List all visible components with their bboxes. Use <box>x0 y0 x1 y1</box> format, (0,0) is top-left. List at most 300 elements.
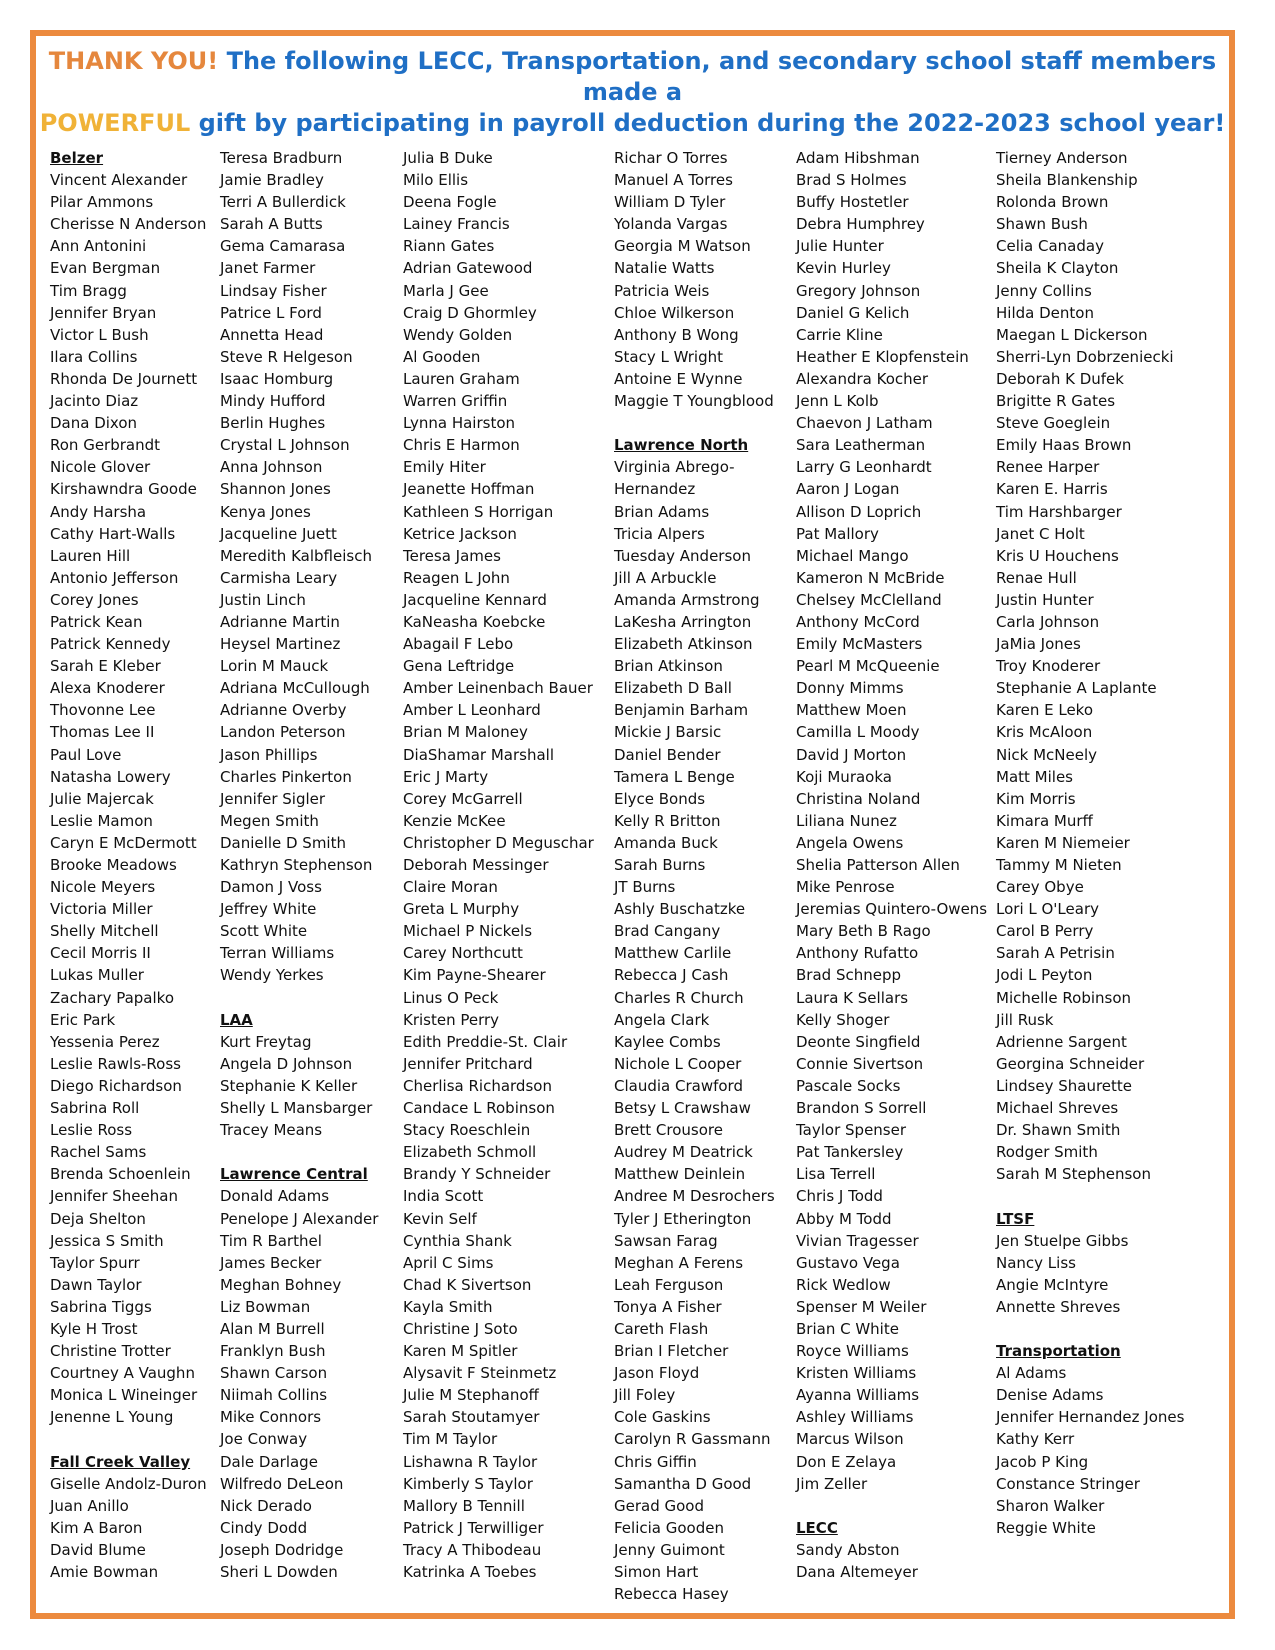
staff-name: Anthony McCord <box>796 612 920 631</box>
staff-name: Terran Williams <box>220 944 335 963</box>
staff-name: Virginia Abrego- <box>614 458 735 477</box>
staff-name: Reggie White <box>996 1518 1096 1537</box>
staff-name: Eric J Marty <box>403 767 489 786</box>
staff-name: Leah Ferguson <box>614 1275 724 1294</box>
staff-name: Milo Ellis <box>403 171 469 190</box>
staff-name: Damon J Voss <box>220 878 322 897</box>
section-spacer <box>996 1185 1184 1207</box>
staff-name: Julie Majercak <box>50 789 154 808</box>
staff-name: Abagail F Lebo <box>403 635 514 654</box>
staff-name: Michael Shreves <box>996 1099 1119 1118</box>
staff-name: Thomas Lee II <box>50 723 155 742</box>
staff-name: Patrick J Terwilliger <box>403 1518 544 1537</box>
staff-name: Gerad Good <box>614 1496 704 1515</box>
staff-name: Teresa Bradburn <box>220 149 343 167</box>
staff-name: Katrinka A Toebes <box>403 1563 537 1581</box>
staff-name: Kevin Hurley <box>796 259 891 278</box>
staff-name: Brad S Holmes <box>796 171 907 190</box>
staff-name: Corey Jones <box>50 590 139 609</box>
staff-name: Jill Foley <box>614 1386 676 1405</box>
staff-name: Nicole Glover <box>50 458 151 477</box>
staff-name: Michael P Nickels <box>403 922 533 941</box>
staff-name: Deja Shelton <box>50 1209 146 1228</box>
staff-name: Marla J Gee <box>403 281 489 300</box>
staff-name: Liliana Nunez <box>796 811 897 830</box>
staff-name: Julia B Duke <box>403 149 493 167</box>
staff-name: Troy Knoderer <box>996 657 1101 676</box>
staff-name: Shelia Patterson Allen <box>796 856 960 874</box>
staff-name: Hernandez <box>614 480 696 499</box>
staff-name: Wilfredo DeLeon <box>220 1474 344 1493</box>
staff-name: Shannon Jones <box>220 480 331 499</box>
staff-name: Amanda Armstrong <box>614 590 760 609</box>
staff-name: Felicia Gooden <box>614 1518 724 1537</box>
staff-name: Matthew Deinlein <box>614 1165 746 1184</box>
staff-name: Brandon S Sorrell <box>796 1099 927 1118</box>
thank-you-header <box>36 46 1229 139</box>
staff-name: Karen E. Harris <box>996 480 1108 499</box>
staff-name: Emily McMasters <box>796 635 923 654</box>
staff-name: Jacqueline Juett <box>220 524 337 543</box>
staff-name: Lisa Terrell <box>796 1165 876 1184</box>
staff-name: Christopher D Meguschar <box>403 833 594 852</box>
section-spacer <box>220 1141 378 1163</box>
staff-name: Ayanna Williams <box>796 1386 920 1405</box>
staff-name: Nicole Meyers <box>50 878 156 897</box>
staff-name: JaMia Jones <box>996 635 1081 654</box>
staff-name: Sawsan Farag <box>614 1231 718 1250</box>
staff-name: Patrice L Ford <box>220 303 322 322</box>
staff-name: Kris U Houchens <box>996 546 1119 565</box>
staff-name: Stephanie K Keller <box>220 1076 358 1095</box>
staff-name: Kirshawndra Goode <box>50 480 197 499</box>
staff-name: Kevin Self <box>403 1209 477 1228</box>
staff-name: Justin Linch <box>220 590 306 609</box>
staff-name: Renee Harper <box>996 458 1100 477</box>
staff-name: Karen E Leko <box>996 701 1094 720</box>
staff-name: Tuesday Anderson <box>614 546 751 565</box>
staff-name: James Becker <box>220 1253 322 1272</box>
staff-name: Terri A Bullerdick <box>220 193 346 212</box>
staff-name: Yolanda Vargas <box>614 215 728 234</box>
staff-name: Cathy Hart-Walls <box>50 524 176 543</box>
staff-name: Chris Giffin <box>614 1452 697 1471</box>
staff-name: Tammy M Nieten <box>996 856 1122 874</box>
staff-name: Liz Bowman <box>220 1297 311 1316</box>
staff-name: Meghan A Ferens <box>614 1253 744 1272</box>
staff-name: Vincent Alexander <box>50 171 188 190</box>
staff-name: Constance Stringer <box>996 1474 1140 1493</box>
staff-name: Isaac Homburg <box>220 369 334 388</box>
header-line-1-rest: The following LECC, Transportation, and secondary school staff members made a <box>218 47 1217 106</box>
school-heading: Lawrence North <box>614 436 749 455</box>
staff-name: Lauren Hill <box>50 546 131 565</box>
staff-name: Maegan L Dickerson <box>996 325 1148 344</box>
staff-name: Steve Goeglein <box>996 414 1111 433</box>
staff-name: Rick Wedlow <box>796 1275 891 1294</box>
staff-name: Sharon Walker <box>996 1496 1105 1515</box>
staff-name: Jamie Bradley <box>220 171 324 190</box>
staff-name: Pat Tankersley <box>796 1143 904 1162</box>
staff-name: Christine J Soto <box>403 1319 518 1338</box>
staff-name: Sarah M Stephenson <box>996 1165 1151 1184</box>
staff-name: Abby M Todd <box>796 1209 892 1228</box>
staff-name: Ashly Buschatzke <box>614 900 746 919</box>
staff-name: Pat Mallory <box>796 524 879 543</box>
staff-name: Betsy L Crawshaw <box>614 1099 751 1118</box>
staff-name: Chris E Harmon <box>403 436 520 455</box>
staff-name: Jeffrey White <box>220 900 317 919</box>
staff-name: Gustavo Vega <box>796 1253 900 1272</box>
staff-name: Zachary Papalko <box>50 988 174 1007</box>
staff-name: Sherri-Lyn Dobrzeniecki <box>996 347 1174 366</box>
staff-name: Donald Adams <box>220 1187 330 1206</box>
staff-name: Steve R Helgeson <box>220 347 353 366</box>
school-heading: LTSF <box>996 1209 1035 1228</box>
staff-name: Landon Peterson <box>220 723 346 742</box>
staff-name: Andree M Desrochers <box>614 1187 775 1206</box>
staff-name: Emily Haas Brown <box>996 436 1132 455</box>
staff-name: Jennifer Bryan <box>50 303 157 322</box>
staff-name: Brenda Schoenlein <box>50 1165 191 1184</box>
staff-name: Kyle H Trost <box>50 1319 138 1338</box>
staff-name: Careth Flash <box>614 1319 709 1338</box>
staff-name: Sheri L Dowden <box>220 1563 338 1581</box>
staff-name: Adrianne Overby <box>220 701 347 720</box>
staff-name: Wendy Golden <box>403 325 513 344</box>
staff-name: Daniel G Kelich <box>796 303 910 322</box>
staff-name: Thovonne Lee <box>50 701 156 720</box>
staff-name: Kimberly S Taylor <box>403 1474 533 1493</box>
staff-name: Courtney A Vaughn <box>50 1364 195 1383</box>
staff-name: Kim A Baron <box>50 1518 143 1537</box>
staff-name: Al Gooden <box>403 347 481 366</box>
staff-name: Niimah Collins <box>220 1386 328 1405</box>
staff-name: Adrianne Martin <box>220 612 340 631</box>
staff-name: Jennifer Hernandez Jones <box>996 1408 1185 1427</box>
staff-name: David Blume <box>50 1540 146 1559</box>
section-spacer <box>50 1428 207 1450</box>
staff-name: Ketrice Jackson <box>403 524 517 543</box>
staff-name: Cherisse N Anderson <box>50 215 207 234</box>
staff-name: Stacy Roeschlein <box>403 1121 531 1140</box>
section-spacer <box>996 1318 1184 1340</box>
staff-name: Buffy Hostetler <box>796 193 909 212</box>
staff-name: Berlin Hughes <box>220 414 326 433</box>
staff-name: Allison D Loprich <box>796 502 922 521</box>
staff-name: Georgina Schneider <box>996 1054 1145 1073</box>
staff-name: Jim Zeller <box>796 1474 868 1493</box>
staff-name: DiaShamar Marshall <box>403 745 555 764</box>
staff-name: Stephanie A Laplante <box>996 679 1157 698</box>
staff-name: Dale Darlage <box>220 1452 318 1471</box>
staff-name: Richar O Torres <box>614 149 728 167</box>
staff-name: Anthony Rufatto <box>796 944 919 963</box>
staff-name: Riann Gates <box>403 237 495 256</box>
staff-name: Kenya Jones <box>220 502 311 521</box>
staff-name: Christine Trotter <box>50 1342 171 1361</box>
staff-name: Edith Preddie-St. Clair <box>403 1032 568 1051</box>
staff-name: KaNeasha Koebcke <box>403 612 546 631</box>
staff-name: JT Burns <box>614 878 676 897</box>
header-line-2 <box>36 108 1229 139</box>
staff-name: Jenenne L Young <box>50 1408 174 1427</box>
staff-name: Cole Gaskins <box>614 1408 711 1427</box>
staff-name: Lori L O'Leary <box>996 900 1099 919</box>
staff-name: Annette Shreves <box>996 1297 1121 1316</box>
staff-name: Nancy Liss <box>996 1253 1076 1272</box>
staff-name: Brooke Meadows <box>50 856 177 874</box>
staff-name: Kim Morris <box>996 789 1076 808</box>
staff-name: Lishawna R Taylor <box>403 1452 538 1471</box>
staff-name: Kenzie McKee <box>403 811 506 830</box>
staff-name: Sarah A Petrisin <box>996 944 1115 963</box>
staff-name: Sabrina Roll <box>50 1099 140 1118</box>
names-column-1 <box>50 147 207 1583</box>
staff-name: Tim Bragg <box>50 281 127 300</box>
staff-name: Rebecca Hasey <box>614 1585 729 1604</box>
staff-name: Alan M Burrell <box>220 1319 325 1338</box>
staff-name: Giselle Andolz-Duron <box>50 1474 207 1493</box>
staff-name: Kim Payne-Shearer <box>403 966 546 985</box>
staff-name: Adrian Gatewood <box>403 259 533 278</box>
staff-name: Matthew Carlile <box>614 944 732 963</box>
section-spacer <box>614 412 775 434</box>
school-heading: LECC <box>796 1518 838 1537</box>
staff-name: Taylor Spurr <box>50 1253 140 1272</box>
staff-name: Linus O Peck <box>403 988 499 1007</box>
staff-name: Antonio Jefferson <box>50 568 179 587</box>
staff-name: Cecil Morris II <box>50 944 151 963</box>
staff-name: Julie M Stephanoff <box>403 1386 539 1405</box>
staff-name: Kristen Perry <box>403 1010 500 1029</box>
school-heading: LAA <box>220 1010 253 1029</box>
staff-name: Chaevon J Latham <box>796 414 933 433</box>
staff-name: Kathy Kerr <box>996 1430 1075 1449</box>
staff-name: Brad Cangany <box>614 922 721 941</box>
names-column-4 <box>614 147 775 1605</box>
staff-name: Angie McIntyre <box>996 1275 1109 1294</box>
staff-name: Brad Schnepp <box>796 966 901 985</box>
staff-name: Kelly R Britton <box>614 811 721 830</box>
staff-name: Anna Johnson <box>220 458 323 477</box>
staff-name: Carla Johnson <box>996 612 1100 631</box>
staff-name: Kathryn Stephenson <box>220 856 373 874</box>
staff-name: Greta L Murphy <box>403 900 520 919</box>
staff-name: Donny Mimms <box>796 679 904 698</box>
staff-name: Patricia Weis <box>614 281 710 300</box>
staff-name: Marcus Wilson <box>796 1430 904 1449</box>
staff-name: Al Adams <box>996 1364 1067 1383</box>
staff-name: Ilara Collins <box>50 347 138 366</box>
staff-name: Andy Harsha <box>50 502 147 521</box>
staff-name: Janet Farmer <box>220 259 316 278</box>
staff-name: Gregory Johnson <box>796 281 921 300</box>
staff-name: Tracy A Thibodeau <box>403 1540 542 1559</box>
staff-name: Sarah Stoutamyer <box>403 1408 540 1427</box>
header-line-1 <box>36 46 1229 108</box>
names-column-6 <box>996 147 1184 1539</box>
staff-name: Kaylee Combs <box>614 1032 721 1051</box>
staff-name: Gema Camarasa <box>220 237 346 256</box>
staff-name: Danielle D Smith <box>220 833 346 852</box>
staff-name: Jason Floyd <box>614 1364 700 1383</box>
staff-name: Tonya A Fisher <box>614 1297 722 1316</box>
staff-name: Nichole L Cooper <box>614 1054 742 1073</box>
staff-name: Michael Mango <box>796 546 909 565</box>
staff-name: Pascale Socks <box>796 1076 901 1095</box>
staff-name: Cherlisa Richardson <box>403 1076 552 1095</box>
staff-name: Jennifer Sigler <box>220 789 326 808</box>
staff-name: Karen M Niemeier <box>996 833 1130 852</box>
staff-name: Jeremias Quintero-Owens <box>796 900 988 919</box>
staff-name: Victoria Miller <box>50 900 153 919</box>
school-heading: Fall Creek Valley <box>50 1452 191 1471</box>
staff-name: Jeanette Hoffman <box>403 480 535 499</box>
staff-name: Heysel Martinez <box>220 635 341 654</box>
staff-name: Tierney Anderson <box>996 149 1128 167</box>
staff-name: Alysavit F Steinmetz <box>403 1364 557 1383</box>
staff-name: Kristen Williams <box>796 1364 917 1383</box>
staff-name: Joe Conway <box>220 1430 308 1449</box>
staff-name: Royce Williams <box>796 1342 909 1361</box>
staff-name: Tim R Barthel <box>220 1231 322 1250</box>
staff-name: Jessica S Smith <box>50 1231 164 1250</box>
staff-name: Angela Clark <box>614 1010 710 1029</box>
staff-name: Koji Muraoka <box>796 767 892 786</box>
staff-name: Lindsey Shaurette <box>996 1076 1133 1095</box>
staff-name: Megen Smith <box>220 811 319 830</box>
staff-name: Adriana McCullough <box>220 679 370 698</box>
staff-name: Camilla L Moody <box>796 723 920 742</box>
staff-name: Dana Dixon <box>50 414 138 433</box>
staff-name: Lynna Hairston <box>403 414 516 433</box>
staff-name: Karen M Spitler <box>403 1342 518 1361</box>
staff-name: Benjamin Barham <box>614 701 749 720</box>
staff-name: Elyce Bonds <box>614 789 706 808</box>
staff-name: Elizabeth Atkinson <box>614 635 753 654</box>
staff-name: Matthew Moen <box>796 701 907 720</box>
staff-name: Pilar Ammons <box>50 193 154 212</box>
staff-name: Brian I Fletcher <box>614 1342 729 1361</box>
staff-name: Carmisha Leary <box>220 568 338 587</box>
staff-name: Jill A Arbuckle <box>614 568 717 587</box>
staff-name: Sandy Abston <box>796 1540 900 1559</box>
staff-name: Penelope J Alexander <box>220 1209 379 1228</box>
staff-name: Deborah Messinger <box>403 856 549 874</box>
staff-name: Rachel Sams <box>50 1143 147 1162</box>
staff-name: Jacinto Diaz <box>50 392 139 411</box>
staff-name: Connie Sivertson <box>796 1054 924 1073</box>
section-spacer <box>796 1495 987 1517</box>
staff-name: Jenny Guimont <box>614 1540 725 1559</box>
staff-name: Georgia M Watson <box>614 237 751 256</box>
staff-name: Kimara Murff <box>996 811 1093 830</box>
staff-name: Shelly L Mansbarger <box>220 1099 373 1118</box>
staff-name: Scott White <box>220 922 308 941</box>
staff-name: Audrey M Deatrick <box>614 1143 753 1162</box>
staff-name: Christina Noland <box>796 789 921 808</box>
staff-name: Tim Harshbarger <box>996 502 1122 521</box>
staff-name: Evan Bergman <box>50 259 161 278</box>
staff-name: Angela D Johnson <box>220 1054 353 1073</box>
staff-name: Gena Leftridge <box>403 657 515 676</box>
staff-name: Denise Adams <box>996 1386 1104 1405</box>
staff-name: Jennifer Sheehan <box>50 1187 178 1206</box>
staff-name: Natalie Watts <box>614 259 715 278</box>
staff-name: Elizabeth Schmoll <box>403 1143 537 1162</box>
staff-name: Jen Stuelpe Gibbs <box>996 1231 1129 1250</box>
staff-name: Chad K Sivertson <box>403 1275 532 1294</box>
staff-name: Corey McGarrell <box>403 789 523 808</box>
staff-name: Deonte Singfield <box>796 1032 921 1051</box>
staff-name: Stacy L Wright <box>614 347 724 366</box>
staff-name: Carrie Kline <box>796 325 883 344</box>
staff-name: India Scott <box>403 1187 484 1206</box>
staff-name: Celia Canaday <box>996 237 1104 256</box>
staff-name: Mallory B Tennill <box>403 1496 525 1515</box>
staff-name: Rodger Smith <box>996 1143 1098 1162</box>
staff-name: Cynthia Shank <box>403 1231 512 1250</box>
staff-name: Charles R Church <box>614 988 744 1007</box>
staff-name: Angela Owens <box>796 833 904 852</box>
staff-name: Lorin M Mauck <box>220 657 329 676</box>
staff-name: Justin Hunter <box>996 590 1094 609</box>
staff-name: Leslie Ross <box>50 1121 133 1140</box>
staff-name: William D Tyler <box>614 193 726 212</box>
staff-name: Taylor Spenser <box>796 1121 907 1140</box>
staff-name: Candace L Robinson <box>403 1099 555 1118</box>
staff-name: Rolonda Brown <box>996 193 1109 212</box>
staff-name: Leslie Rawls-Ross <box>50 1054 181 1073</box>
staff-name: Tricia Alpers <box>614 524 705 543</box>
staff-name: Tamera L Benge <box>614 767 735 786</box>
staff-name: Patrick Kean <box>50 612 143 631</box>
staff-name: Samantha D Good <box>614 1474 752 1493</box>
staff-name: Dawn Taylor <box>50 1275 142 1294</box>
staff-name: Meredith Kalbfleisch <box>220 546 372 565</box>
staff-name: Brian C White <box>796 1319 899 1338</box>
staff-name: Elizabeth D Ball <box>614 679 732 698</box>
staff-name: Dr. Shawn Smith <box>996 1121 1121 1140</box>
staff-name: Reagen L John <box>403 568 510 587</box>
staff-name: Mindy Hufford <box>220 392 326 411</box>
staff-name: Teresa James <box>403 546 501 565</box>
staff-name: Jodi L Peyton <box>996 966 1093 985</box>
staff-name: Emily Hiter <box>403 458 486 477</box>
header-line-2-rest: gift by participating in payroll deduction during the 2022-2023 school year! <box>190 109 1226 137</box>
staff-name: Brian Atkinson <box>614 657 723 676</box>
staff-name: Lauren Graham <box>403 369 520 388</box>
staff-name: Tim M Taylor <box>403 1430 498 1449</box>
staff-name: Brian M Maloney <box>403 723 528 742</box>
staff-name: Antoine E Wynne <box>614 369 743 388</box>
staff-name: Brandy Y Schneider <box>403 1165 551 1184</box>
staff-name: Caryn E McDermott <box>50 833 197 852</box>
staff-name: Jennifer Pritchard <box>403 1054 533 1073</box>
staff-name: Don E Zelaya <box>796 1452 897 1471</box>
staff-name: Rhonda De Journett <box>50 369 198 388</box>
staff-name: Hilda Denton <box>996 303 1094 322</box>
staff-name: Claire Moran <box>403 878 498 897</box>
staff-name: Laura K Sellars <box>796 988 909 1007</box>
staff-name: Heather E Klopfenstein <box>796 347 969 366</box>
staff-name: Matt Miles <box>996 767 1073 786</box>
staff-name: Deena Fogle <box>403 193 497 212</box>
staff-name: Brett Crousore <box>614 1121 723 1140</box>
staff-name: Adrienne Sargent <box>996 1032 1127 1051</box>
staff-name: Diego Richardson <box>50 1076 182 1095</box>
